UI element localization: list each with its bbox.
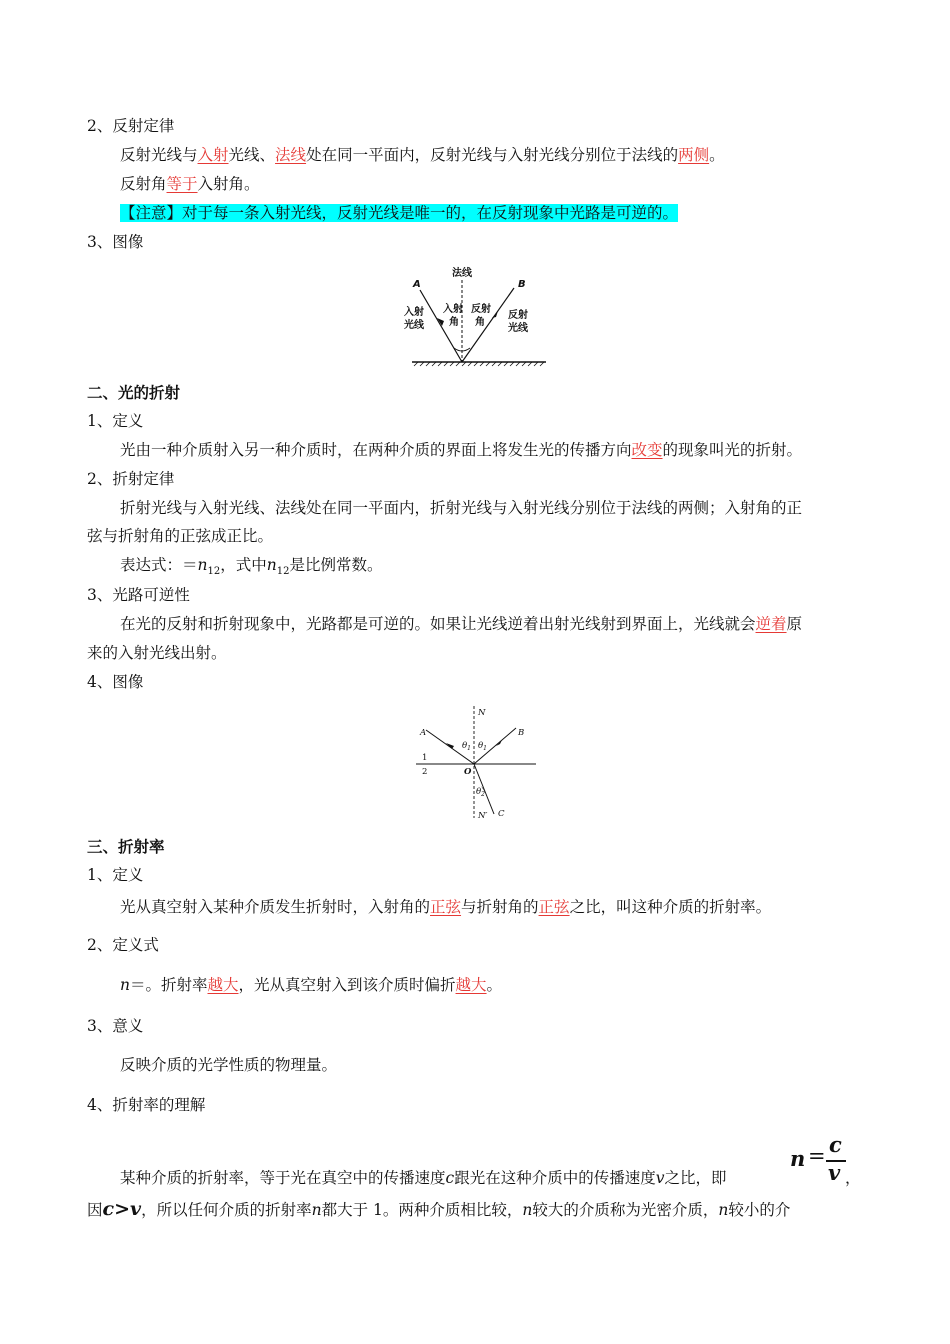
reflection-law-line-2 (120, 173, 260, 195)
meaning-heading: 3、意义 (87, 1017, 144, 1035)
label-medium-2: 2 (422, 767, 428, 777)
text: 光从真空射入某种介质发生折射时，入射角的 (120, 898, 431, 916)
equals-sign: = (808, 1144, 826, 1168)
greater-than: > (114, 1198, 131, 1220)
text: 较大的介质称为光密介质， (532, 1201, 719, 1219)
label-n: N (478, 708, 486, 718)
text: 的现象叫光的折射。 (662, 441, 803, 459)
text: 是比例常数。 (289, 556, 383, 574)
text: 因 (87, 1201, 103, 1219)
text: ，所以任何介质的折射率 (141, 1201, 312, 1219)
text: 之比，叫这种介质的折射率。 (569, 898, 772, 916)
formula-heading: 2、定义式 (87, 936, 159, 954)
label-incident-ray-2: 光线 (404, 320, 424, 331)
label-b: B (518, 728, 525, 738)
meaning-text: 反映介质的光学性质的物理量。 (120, 1056, 338, 1074)
arrow-ao (446, 743, 454, 749)
text: 较小的介 (728, 1201, 791, 1219)
text: 。 (709, 146, 725, 164)
index-def-heading: 1、定义 (87, 866, 144, 884)
symbol-v: v (828, 1160, 841, 1185)
text: 。 (486, 976, 503, 994)
reflection-diagram (400, 262, 560, 370)
blank-answer: 法线 (275, 146, 307, 164)
label-reflect-ray-2: 光线 (508, 323, 528, 334)
label-a: A (420, 728, 427, 738)
symbol-v: v (130, 1198, 142, 1220)
reversibility-line-1 (120, 613, 802, 635)
label-theta-refracted: $\theta_2$ (476, 787, 485, 798)
text: 表达式：＝ (120, 556, 198, 574)
comma: ， (845, 1169, 861, 1187)
label-reflect-angle-1: 反射 (471, 304, 491, 315)
understanding-para-2 (87, 1198, 790, 1221)
refraction-law-line-2: 弦与折射角的正弦成正比。 (87, 527, 274, 545)
symbol-c: c (102, 1198, 115, 1220)
section-title-index: 三、折射率 (87, 838, 165, 856)
index-def-text (120, 896, 771, 918)
arrow-ob (496, 740, 502, 746)
refraction-expression (120, 554, 382, 583)
label-medium-1: 1 (422, 753, 428, 763)
reversibility-line-2: 来的入射光线出射。 (87, 644, 227, 662)
label-b: B (518, 279, 526, 290)
formula-text (120, 974, 502, 996)
text: 反射角 (120, 175, 167, 193)
text: ，式中 (220, 556, 267, 574)
blank-answer: 入射 (197, 146, 229, 164)
refraction-law-line-1: 折射光线与入射光线、法线处在同一平面内，折射光线与入射光线分别位于法线的两侧；入射角的正 (120, 499, 803, 517)
text: ＝。折射率 (129, 976, 208, 994)
reversibility-heading: 3、光路可逆性 (87, 586, 190, 604)
symbol-n: n (790, 1146, 806, 1171)
blank-answer: 两侧 (678, 146, 710, 164)
text: 在光的反射和折射现象中，光路都是可逆的。如果让光线逆着出射光线射到界面上，光线就会 (120, 615, 756, 633)
label-incident-ray-1: 入射 (404, 307, 424, 318)
reflected-ray (462, 288, 514, 362)
text: 与折射角的 (461, 898, 539, 916)
note-text: 【注意】对于每一条入射光线，反射光线是唯一的，在反射现象中光路是可逆的。 (120, 204, 679, 222)
refraction-def-text (120, 439, 802, 461)
label-normal: 法线 (452, 268, 472, 279)
blank-answer: 越大 (455, 976, 487, 994)
symbol-c: c (445, 1169, 455, 1187)
text: 处在同一平面内，反射光线与入射光线分别位于法线的 (306, 146, 679, 164)
refraction-diagram (412, 702, 542, 824)
text: 跟光在这种介质中的传播速度 (454, 1169, 656, 1187)
symbol-n: n (311, 1201, 322, 1219)
label-n-prime: N′ (478, 811, 488, 821)
symbol-v: v (655, 1169, 665, 1187)
text: 入射角。 (197, 175, 260, 193)
label-reflect-angle-2: 角 (475, 317, 485, 328)
refraction-image-heading: 4、图像 (87, 673, 144, 691)
symbol-n: n (120, 976, 130, 994)
blank-answer: 逆着 (755, 615, 787, 633)
refraction-law-heading: 2、折射定律 (87, 470, 175, 488)
fraction-formula (790, 1132, 850, 1188)
symbol-n: n (197, 556, 208, 574)
blank-answer: 正弦 (430, 898, 462, 916)
text: 某种介质的折射率，等于光在真空中的传播速度 (120, 1169, 446, 1187)
blank-answer: 正弦 (538, 898, 570, 916)
reflection-law-heading: 2、反射定律 (87, 117, 175, 135)
label-o: O (464, 767, 472, 777)
understanding-heading: 4、折射率的理解 (87, 1096, 206, 1114)
label-incident-angle-1: 入射 (443, 304, 463, 315)
symbol-n: n (522, 1201, 533, 1219)
text: ，光从真空射入到该介质时偏折 (238, 976, 456, 994)
blank-answer: 等于 (166, 175, 198, 193)
blank-answer: 改变 (631, 441, 663, 459)
text: 光线、 (228, 146, 276, 164)
symbol-n: n (266, 556, 277, 574)
section-title-refraction: 二、光的折射 (87, 384, 181, 402)
text: 原 (786, 615, 803, 633)
understanding-para-1 (120, 1167, 727, 1189)
label-incident-angle-2: 角 (449, 317, 459, 328)
label-c: C (498, 809, 505, 819)
symbol-c: c (829, 1132, 842, 1157)
text: 之比，即 (664, 1169, 727, 1187)
label-reflect-ray-1: 反射 (508, 310, 528, 321)
symbol-n: n (718, 1201, 729, 1219)
reflection-law-line-1 (120, 144, 725, 166)
text: 光由一种介质射入另一种介质时，在两种介质的界面上将发生光的传播方向 (120, 441, 632, 459)
subscript: 12 (276, 566, 290, 578)
label-theta-incident: $\theta_1$ (462, 741, 471, 752)
blank-answer: 越大 (207, 976, 239, 994)
text: 反射光线与 (120, 146, 198, 164)
refraction-def-heading: 1、定义 (87, 412, 144, 430)
subscript: 12 (207, 566, 221, 578)
reflection-image-heading: 3、图像 (87, 233, 144, 251)
label-a: A (413, 279, 421, 290)
label-theta-reflected: $\theta_1$ (478, 741, 487, 752)
text: 都大于 1。两种介质相比较， (321, 1201, 523, 1219)
note-highlight (120, 202, 678, 224)
